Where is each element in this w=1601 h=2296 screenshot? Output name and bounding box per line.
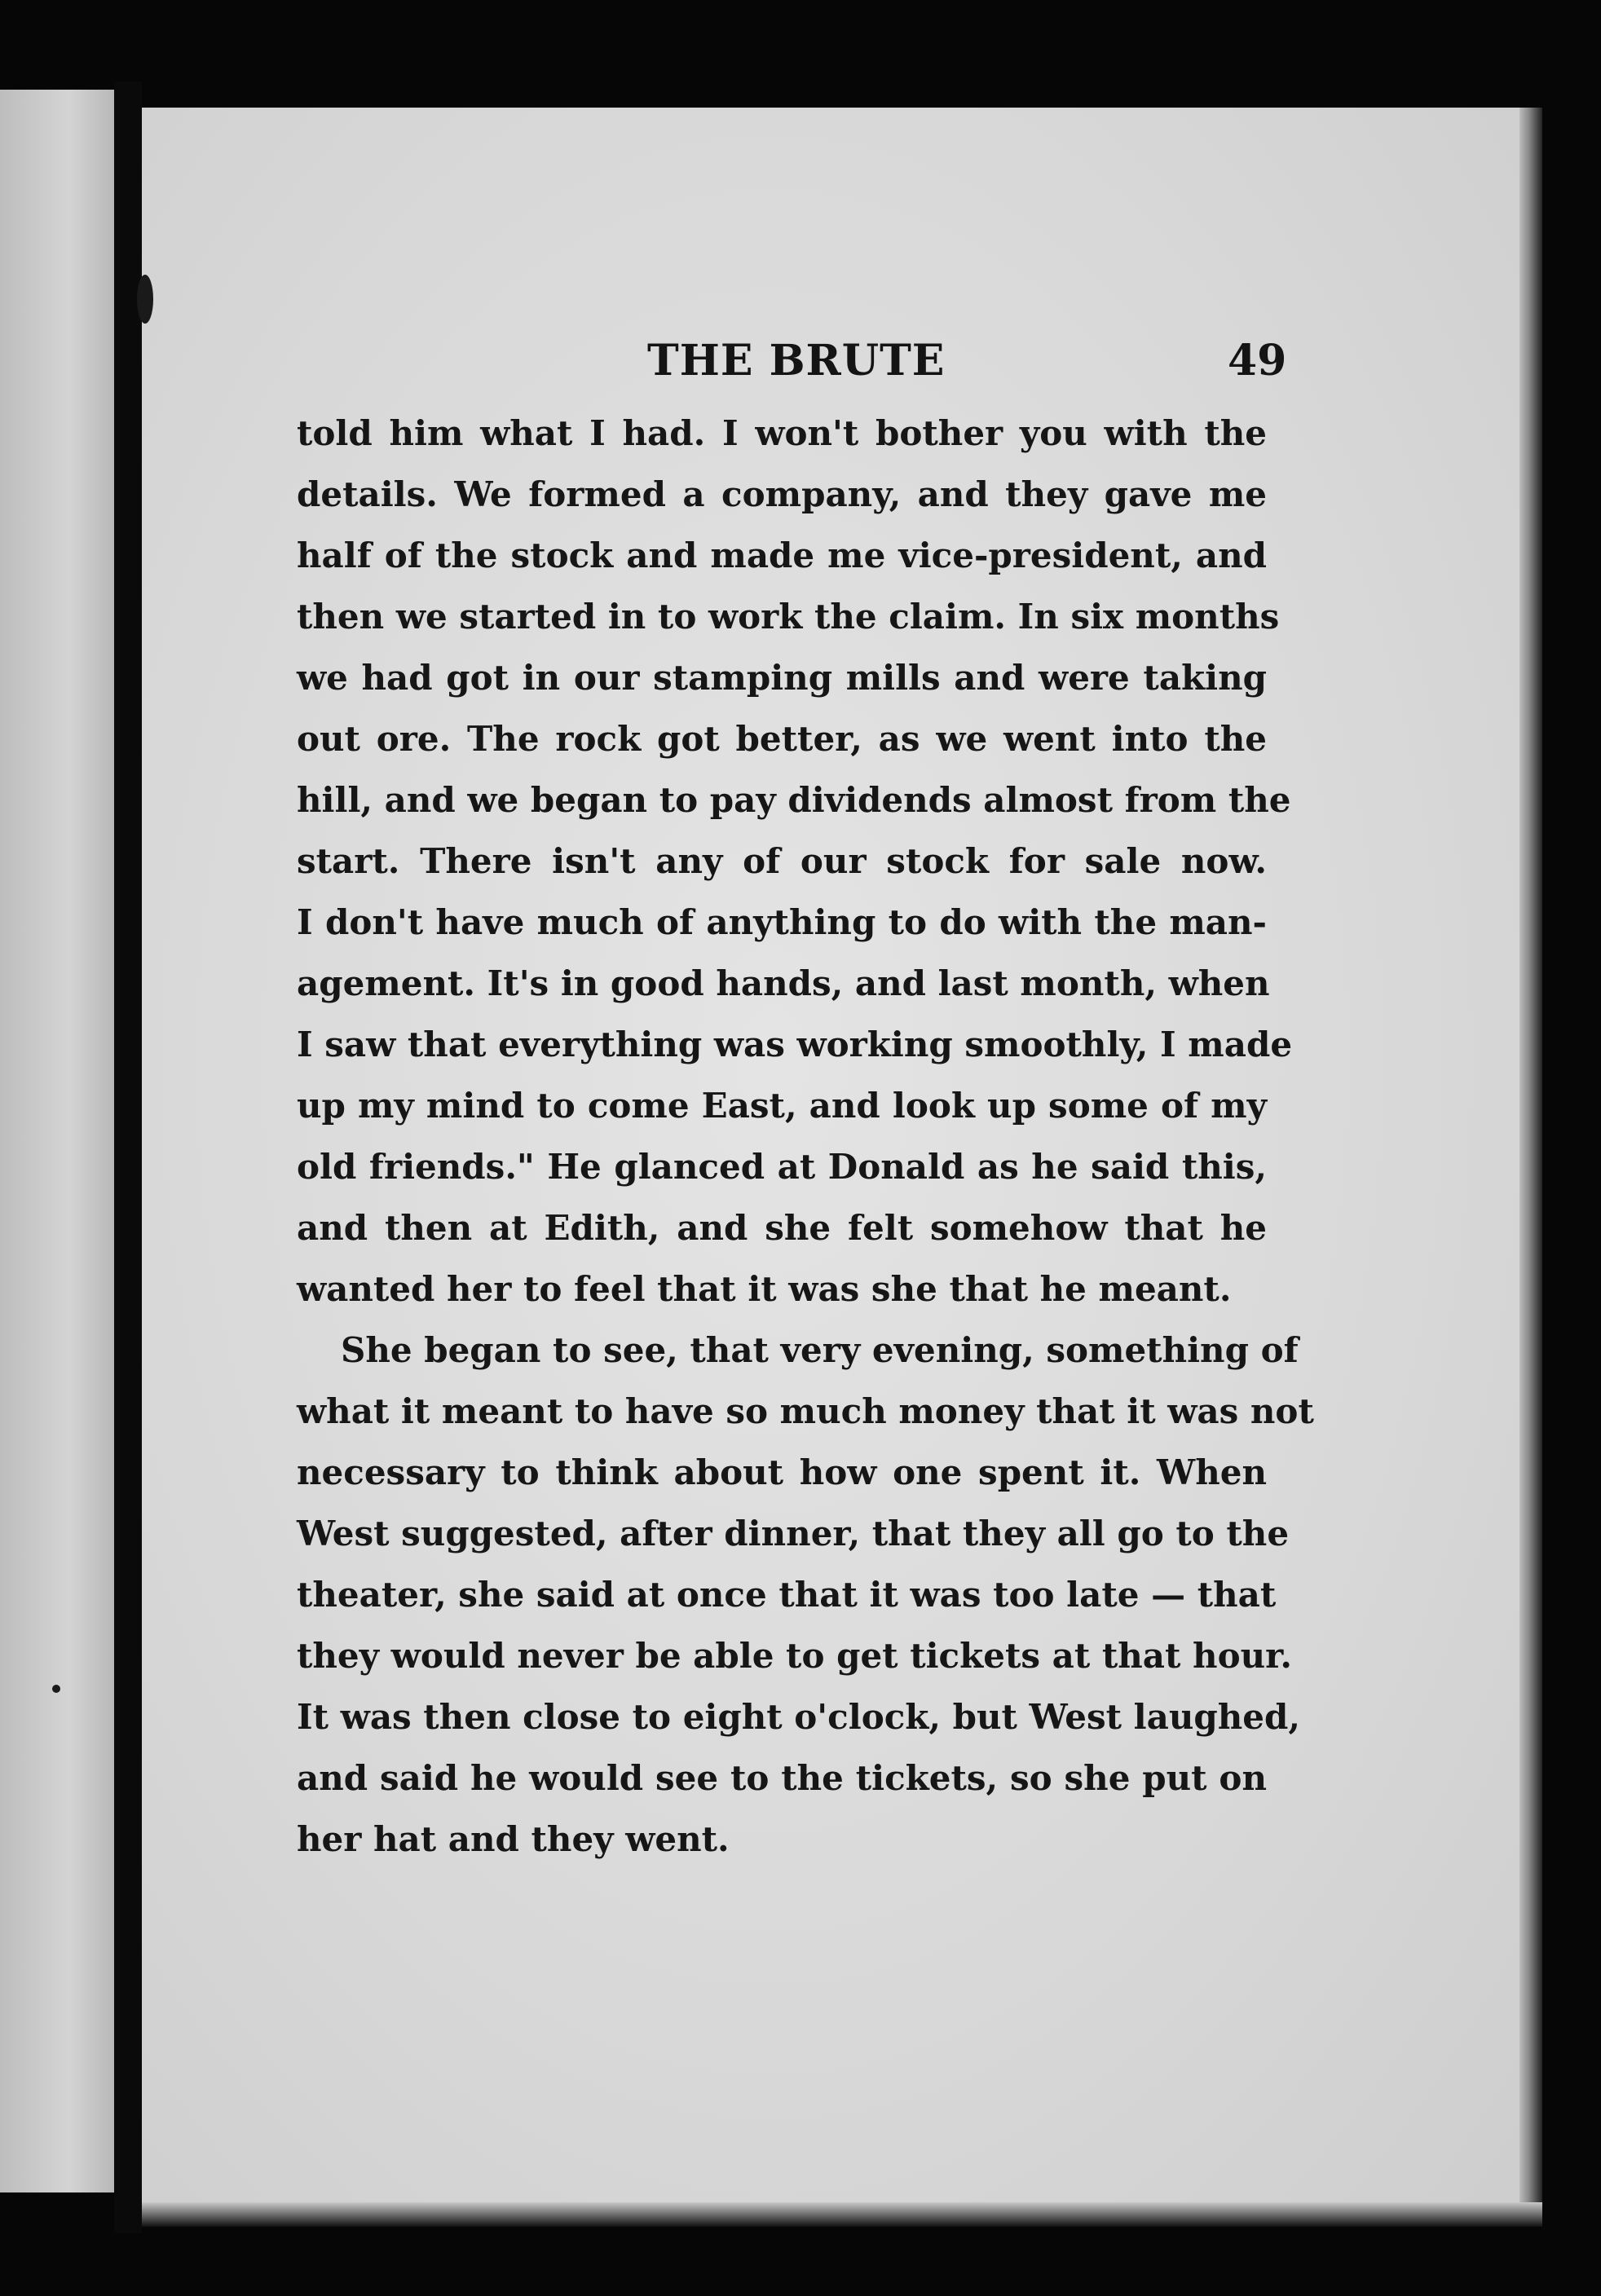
book-page [142,108,1542,2227]
page-right-edge [1519,108,1542,2227]
text-line: theater, she said at once that it was too late — that [297,1575,1277,1615]
text-line: I don't have much of anything to do with the man- [297,902,1267,942]
text-line: out ore. The rock got better, as we went into the [297,719,1267,759]
paragraph [297,1320,1314,1870]
text-line: and then at Edith, and she felt somehow that he [297,1208,1267,1248]
text-line: old friends." He glanced at Donald as he said this, [297,1147,1267,1187]
book-gutter [114,82,142,2233]
text-line: start. There isn't any of our stock for sale now. [297,841,1267,881]
text-line: and said he would see to the tickets, so she put on [297,1758,1267,1798]
text-line: She began to see, that very evening, something of [341,1330,1299,1370]
text-line: we had got in our stamping mills and were taking [297,658,1267,698]
text-line: her hat and they went. [297,1819,730,1859]
text-line: half of the stock and made me vice-president, and [297,535,1267,575]
text-line: hill, and we began to pay dividends almost from the [297,780,1291,820]
text-line: details. We formed a company, and they gave me [297,474,1267,514]
text-line: they would never be able to get tickets at that hour. [297,1636,1293,1676]
running-title: THE BRUTE [647,336,946,386]
page-number: 49 [1228,336,1287,386]
text-line: agement. It's in good hands, and last month, when [297,963,1270,1003]
text-line: up my mind to come East, and look up some of my [297,1086,1267,1126]
ink-dot [52,1685,60,1693]
body-text [297,403,1314,1870]
text-line: what it meant to have so much money that it was not [297,1391,1314,1431]
paragraph [297,403,1293,1320]
text-line: wanted her to feel that it was she that he meant. [297,1269,1232,1309]
text-line: necessary to think about how one spent it. When [297,1452,1267,1492]
text-line: West suggested, after dinner, that they all go to the [297,1514,1290,1553]
ink-smudge [137,275,153,324]
running-head [142,336,1287,393]
text-line: told him what I had. I won't bother you with the [297,413,1267,453]
text-line: I saw that everything was working smoothly, I made [297,1025,1293,1064]
text-line: It was then close to eight o'clock, but West laughed, [297,1697,1301,1737]
text-line: then we started in to work the claim. In six months [297,597,1280,637]
page-bottom-edge [142,2202,1542,2227]
facing-page-edge [0,90,114,2192]
